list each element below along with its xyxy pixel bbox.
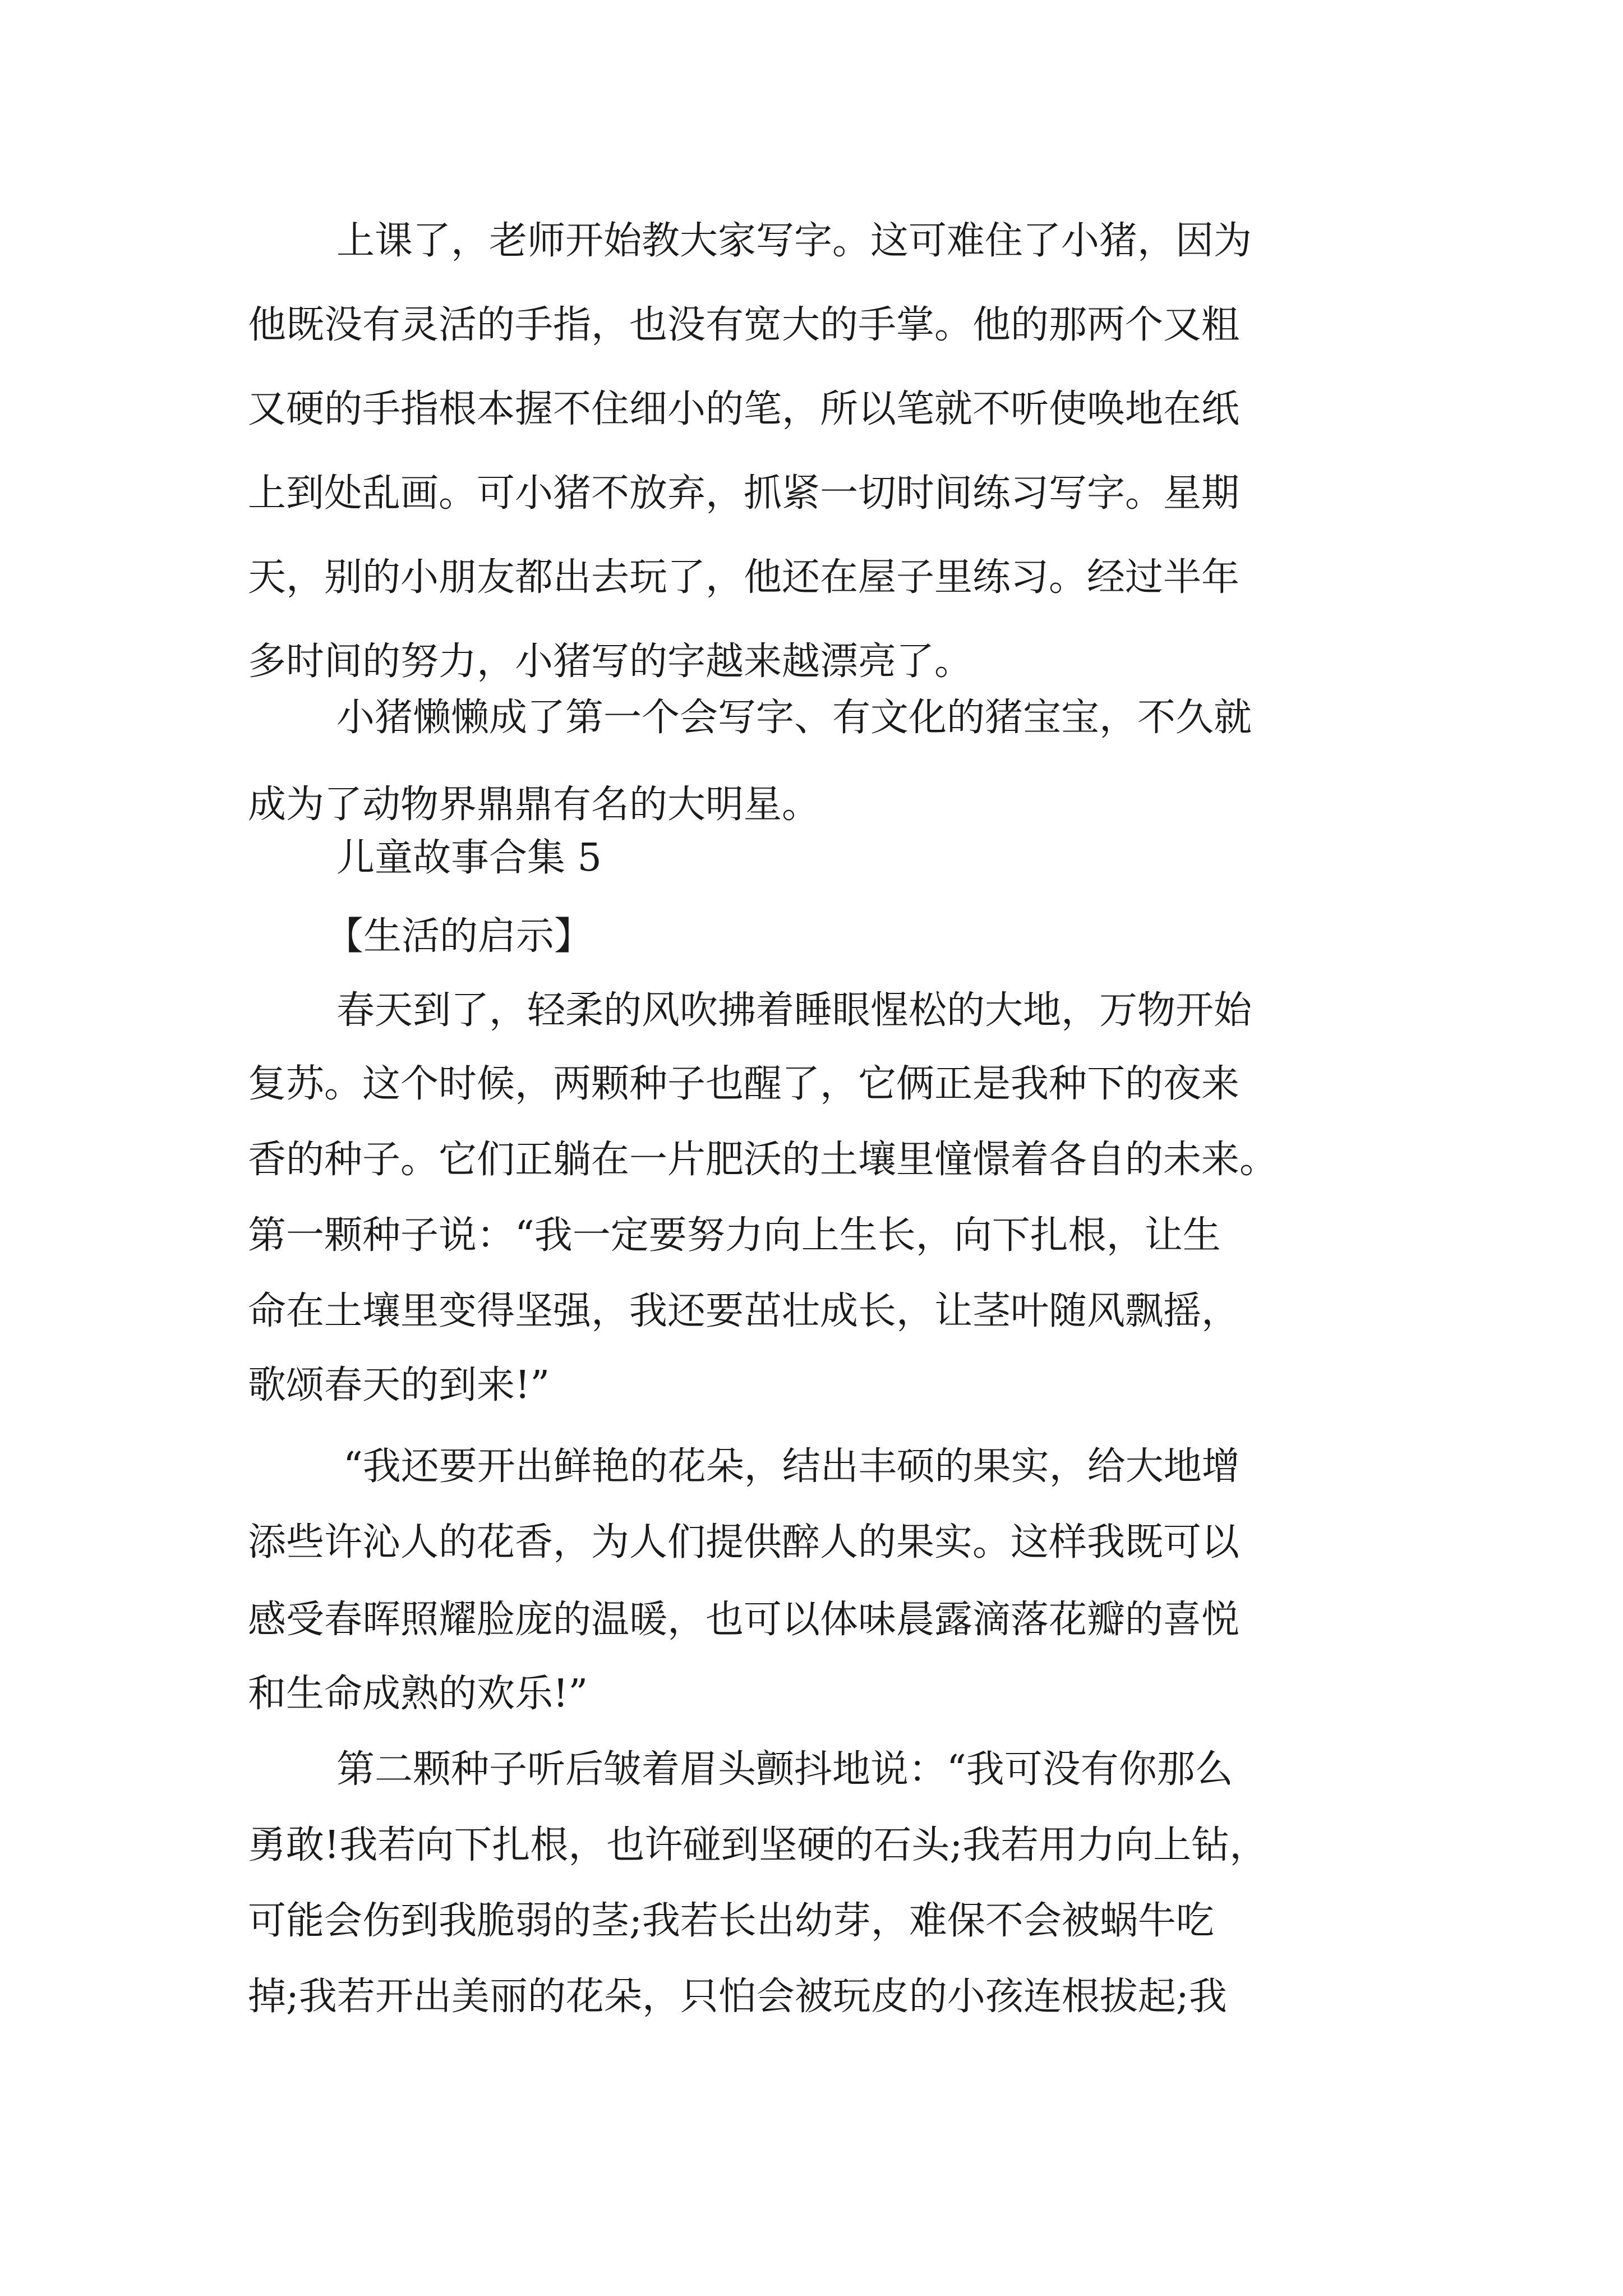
text-line-10: 复苏。这个时候，两颗种子也醒了，它俩正是我种下的夜来 — [248, 1062, 1240, 1106]
text-line-2: 他既没有灵活的手指，也没有宽大的手掌。他的那两个又粗 — [248, 303, 1240, 347]
text-line-13: 命在土壤里变得坚强，我还要茁壮成长，让茎叶随风飘摇， — [248, 1289, 1240, 1333]
text-line-21: 可能会伤到我脆弱的茎;我若长出幼芽，难保不会被蜗牛吃 — [248, 1899, 1214, 1943]
text-line-4: 上到处乱画。可小猪不放弃，抓紧一切时间练习写字。星期 — [248, 471, 1240, 516]
text-line-1: 上课了，老师开始教大家写字。这可难住了小猪，因为 — [336, 219, 1252, 263]
text-line-19: 第二颗种子听后皱着眉头颤抖地说：“我可没有你那么 — [336, 1747, 1233, 1792]
text-line-15: “我还要开出鲜艳的花朵，结出丰硕的果实，给大地增 — [343, 1444, 1240, 1489]
text-line-20: 勇敢!我若向下扎根，也许碰到坚硬的石头;我若用力向上钻， — [248, 1823, 1268, 1867]
text-line-8: 成为了动物界鼎鼎有名的大明星。 — [248, 783, 820, 827]
text-line-22: 掉;我若开出美丽的花朵，只怕会被玩皮的小孩连根拔起;我 — [248, 1975, 1227, 2019]
text-line-7: 小猪懒懒成了第一个会写字、有文化的猪宝宝，不久就 — [336, 696, 1252, 740]
text-line-16: 添些许沁人的花香，为人们提供醉人的果实。这样我既可以 — [248, 1520, 1240, 1565]
text-line-5: 天，别的小朋友都出去玩了，他还在屋子里练习。经过半年 — [248, 555, 1240, 600]
text-line-12: 第一颗种子说：“我一定要努力向上生长，向下扎根，让生 — [248, 1213, 1221, 1258]
section-subheading: 【生活的启示】 — [325, 914, 593, 959]
text-line-14: 歌颂春天的到来!” — [248, 1363, 550, 1407]
text-line-11: 香的种子。它们正躺在一片肥沃的土壤里憧憬着各自的未来。 — [248, 1138, 1278, 1182]
text-line-9: 春天到了，轻柔的风吹拂着睡眼惺松的大地，万物开始 — [336, 988, 1252, 1033]
text-line-3: 又硬的手指根本握不住细小的笔，所以笔就不听使唤地在纸 — [248, 387, 1240, 431]
text-line-17: 感受春晖照耀脸庞的温暖，也可以体味晨露滴落花瓣的喜悦 — [248, 1598, 1240, 1642]
section-heading: 儿童故事合集 5 — [336, 836, 602, 880]
text-line-6: 多时间的努力，小猪写的字越来越漂亮了。 — [248, 639, 973, 684]
text-line-18: 和生命成熟的欢乐!” — [248, 1672, 588, 1716]
